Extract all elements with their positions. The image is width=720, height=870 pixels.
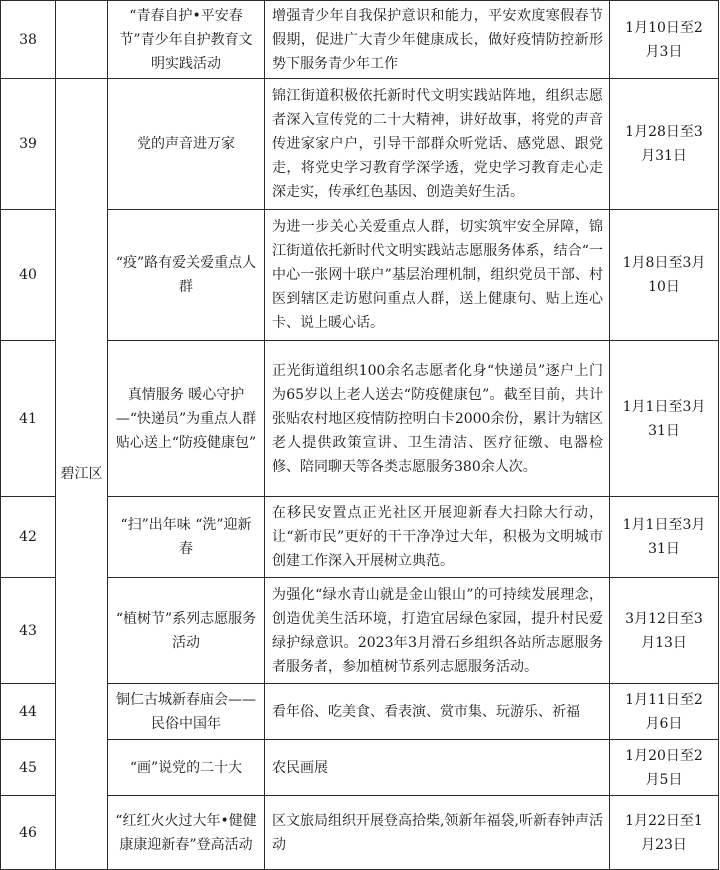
table-row	[1, 796, 719, 870]
table-row	[1, 79, 719, 210]
activity-name: 铜仁古城新春庙会——民俗中国年	[108, 684, 265, 740]
activity-name: “植树节”系列志愿服务活动	[108, 578, 265, 684]
table-row	[1, 578, 719, 684]
activity-date: 1月1日至3月31日	[610, 341, 719, 497]
table-row	[1, 341, 719, 497]
activity-date: 1月11日至2月6日	[610, 684, 719, 740]
table-row	[1, 210, 719, 341]
activity-content: 在移民安置点正光社区开展迎新春大扫除大行动，让“新市民”更好的干干净净过大年，积极为文明城市创建工作深入开展树立典范。	[265, 497, 610, 578]
activity-name: “画”说党的二十大	[108, 740, 265, 796]
row-number: 41	[1, 341, 56, 497]
table-row	[1, 497, 719, 578]
activity-date: 3月12日至3月13日	[610, 578, 719, 684]
activity-content: 看年俗、吃美食、看表演、赏市集、玩游乐、祈福	[265, 684, 610, 740]
activity-content: 正光街道组织100余名志愿者化身“快递员”逐户上门为65岁以上老人送去“防疫健康包”。截至目前，共计张贴农村地区疫情防控明白卡2000余份，累计为辖区老人提供政策宣讲、卫生清洁、医疗征缴、电器检修、陪同聊天等各类志愿服务380余人次。	[265, 341, 610, 497]
activity-name: “红红火火过大年•健健康康迎新春”登高活动	[108, 796, 265, 870]
district-cell: 碧江区	[56, 79, 108, 870]
row-number: 44	[1, 684, 56, 740]
district-cell	[56, 1, 108, 79]
activity-content: 区文旅局组织开展登高拾柴,领新年福袋,听新春钟声活动	[265, 796, 610, 870]
activity-content: 为进一步关心关爱重点人群，切实筑牢安全屏障，锦江街道依托新时代文明实践站志愿服务体系，结合“一中心一张网十联户”基层治理机制，组织党员干部、村医到辖区走访慰问重点人群，送上健康句、贴上连心卡、说上暖心话。	[265, 210, 610, 341]
activity-date: 1月22日至1月23日	[610, 796, 719, 870]
row-number: 42	[1, 497, 56, 578]
table-row	[1, 684, 719, 740]
table-row	[1, 740, 719, 796]
row-number: 40	[1, 210, 56, 341]
activity-content: 增强青少年自我保护意识和能力，平安欢度寒假春节假期，促进广大青少年健康成长，做好疫情防控新形势下服务青少年工作	[265, 1, 610, 79]
activity-date: 1月1日至3月31日	[610, 497, 719, 578]
row-number: 46	[1, 796, 56, 870]
row-number: 38	[1, 1, 56, 79]
activity-content: 为强化“绿水青山就是金山银山”的可持续发展理念，创造优美生活环境，打造宜居绿色家园，提升村民爱绿护绿意识。2023年3月滑石乡组织各站所志愿服务者服务者，参加植树节系列志愿服务活动。	[265, 578, 610, 684]
activity-name: “扫”出年味 “洗”迎新春	[108, 497, 265, 578]
activity-content: 农民画展	[265, 740, 610, 796]
activity-content: 锦江街道积极依托新时代文明实践站阵地，组织志愿者深入宣传党的二十大精神，讲好故事，将党的声音传进家家户户，引导干部群众听党话、感党恩、跟党走，将党史学习教育学深学透，党史学习教育走心走深走实，传承红色基因、创造美好生活。	[265, 79, 610, 210]
row-number: 45	[1, 740, 56, 796]
activity-date: 1月10日至2月3日	[610, 1, 719, 79]
activity-name: “青春自护•平安春节”青少年自护教育文明实践活动	[108, 1, 265, 79]
row-number: 43	[1, 578, 56, 684]
activity-date: 1月28日至3月31日	[610, 79, 719, 210]
activity-date: 1月20日至2月5日	[610, 740, 719, 796]
activity-name: “疫”路有爱关爱重点人群	[108, 210, 265, 341]
activity-name: 党的声音进万家	[108, 79, 265, 210]
activity-date: 1月8日至3月10日	[610, 210, 719, 341]
activity-name: 真情服务 暖心守护—“快递员”为重点人群贴心送上“防疫健康包”	[108, 341, 265, 497]
table-row	[1, 1, 719, 79]
row-number: 39	[1, 79, 56, 210]
